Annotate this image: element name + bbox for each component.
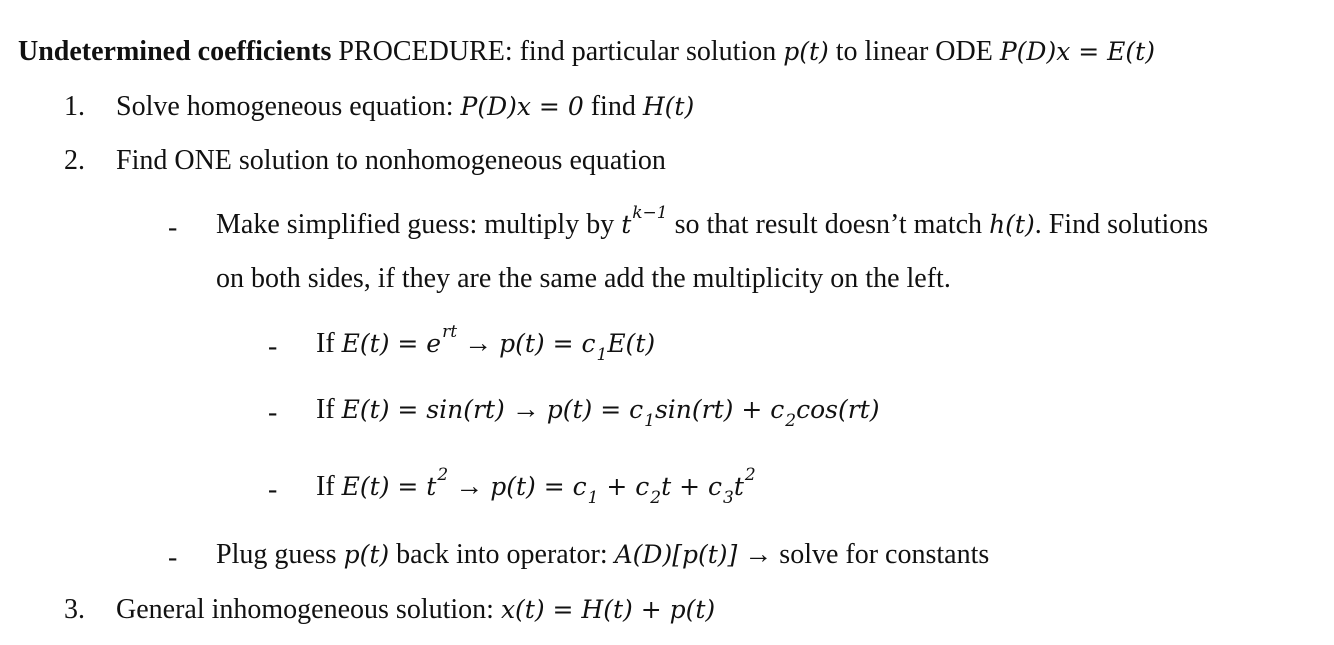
case-rhs-c: t + c <box>661 472 722 501</box>
case-lhs: E(t) = t <box>341 472 437 501</box>
plug-operator: A(D)[p(t)] <box>614 540 738 569</box>
bullet-dash: - <box>168 542 178 573</box>
header-bold-title: Undetermined coefficients <box>18 36 332 67</box>
guess-exponent: k−1 <box>632 203 668 223</box>
bullet-dash: - <box>168 212 178 243</box>
case-rhs-b: E(t) <box>607 329 656 358</box>
case-rhs-sub: 1 <box>644 411 655 431</box>
case-rhs-d: t <box>733 472 744 501</box>
case-rhs-c: cos(rt) <box>796 395 880 424</box>
step-number: 1. <box>64 91 85 122</box>
plug-text-b: back into operator: <box>389 539 615 570</box>
guess-text-c: . Find solutions <box>1034 209 1209 240</box>
case-arrow: → <box>448 471 491 502</box>
plug-p-t: p(t) <box>343 540 390 569</box>
case-rhs-a: p(t) = c <box>490 472 587 501</box>
plug-text-c: → solve for constants <box>737 539 990 570</box>
guess-h-t: h(t) <box>989 210 1035 239</box>
guess-text-b: so that result doesn’t match <box>667 209 990 240</box>
plug-line <box>216 538 989 572</box>
case-rhs-sub: 1 <box>596 345 608 365</box>
case-lhs: E(t) = sin(rt) <box>341 395 505 424</box>
plug-text-a: Plug guess <box>216 539 344 570</box>
step-number: 2. <box>64 145 85 176</box>
case-rhs-sub-2: 2 <box>785 411 797 431</box>
step-equation-2: H(t) <box>642 92 695 121</box>
header-text-2: to linear ODE <box>828 36 1000 67</box>
header-line <box>18 35 1155 69</box>
step-3 <box>64 593 715 627</box>
case-arrow: → <box>457 328 500 359</box>
guess-line-1 <box>216 203 1209 245</box>
case-rhs-sub: 1 <box>587 488 599 508</box>
case-if: If <box>316 471 342 502</box>
case-rhs-sup: 2 <box>744 465 756 485</box>
step-text: Solve homogeneous equation: <box>116 91 461 122</box>
step-2 <box>64 144 666 178</box>
case-lhs-sup: 2 <box>437 465 449 485</box>
case-rhs-sub-2: 2 <box>650 488 662 508</box>
bullet-dash: - <box>268 474 278 505</box>
header-text: PROCEDURE: find particular solution <box>331 36 784 67</box>
case-rhs-b: sin(rt) + c <box>654 395 785 424</box>
step-text: General inhomogeneous solution: <box>116 594 501 625</box>
case-lhs-sup: rt <box>442 322 458 342</box>
step-text: Find ONE solution to nonhomogeneous equation <box>116 145 666 176</box>
case-polynomial <box>316 465 756 508</box>
case-if: If <box>316 328 342 359</box>
step-1 <box>64 90 694 124</box>
case-if: If <box>316 394 342 425</box>
case-exponential <box>316 322 656 365</box>
step-mid: find <box>583 91 643 122</box>
case-rhs-a: p(t) = c <box>499 329 596 358</box>
header-equation: P(D)x = E(t) <box>999 37 1155 66</box>
case-sine <box>316 393 879 430</box>
bullet-dash: - <box>268 331 278 362</box>
guess-text-a: Make simplified guess: multiply by <box>216 209 622 240</box>
case-rhs-a: p(t) = c <box>546 395 644 424</box>
step-equation: P(D)x = 0 <box>460 92 584 121</box>
guess-line-2: on both sides, if they are the same add the multiplicity on the left. <box>216 263 951 294</box>
case-rhs-sub-3: 3 <box>722 488 734 508</box>
header-p-t: p(t) <box>783 37 829 66</box>
case-arrow: → <box>504 394 547 425</box>
bullet-dash: - <box>268 397 278 428</box>
step-equation: x(t) = H(t) + p(t) <box>500 595 716 624</box>
case-rhs-b: + c <box>598 472 650 501</box>
guess-t: t <box>621 210 632 239</box>
step-number: 3. <box>64 594 85 625</box>
case-lhs: E(t) = e <box>341 329 442 358</box>
